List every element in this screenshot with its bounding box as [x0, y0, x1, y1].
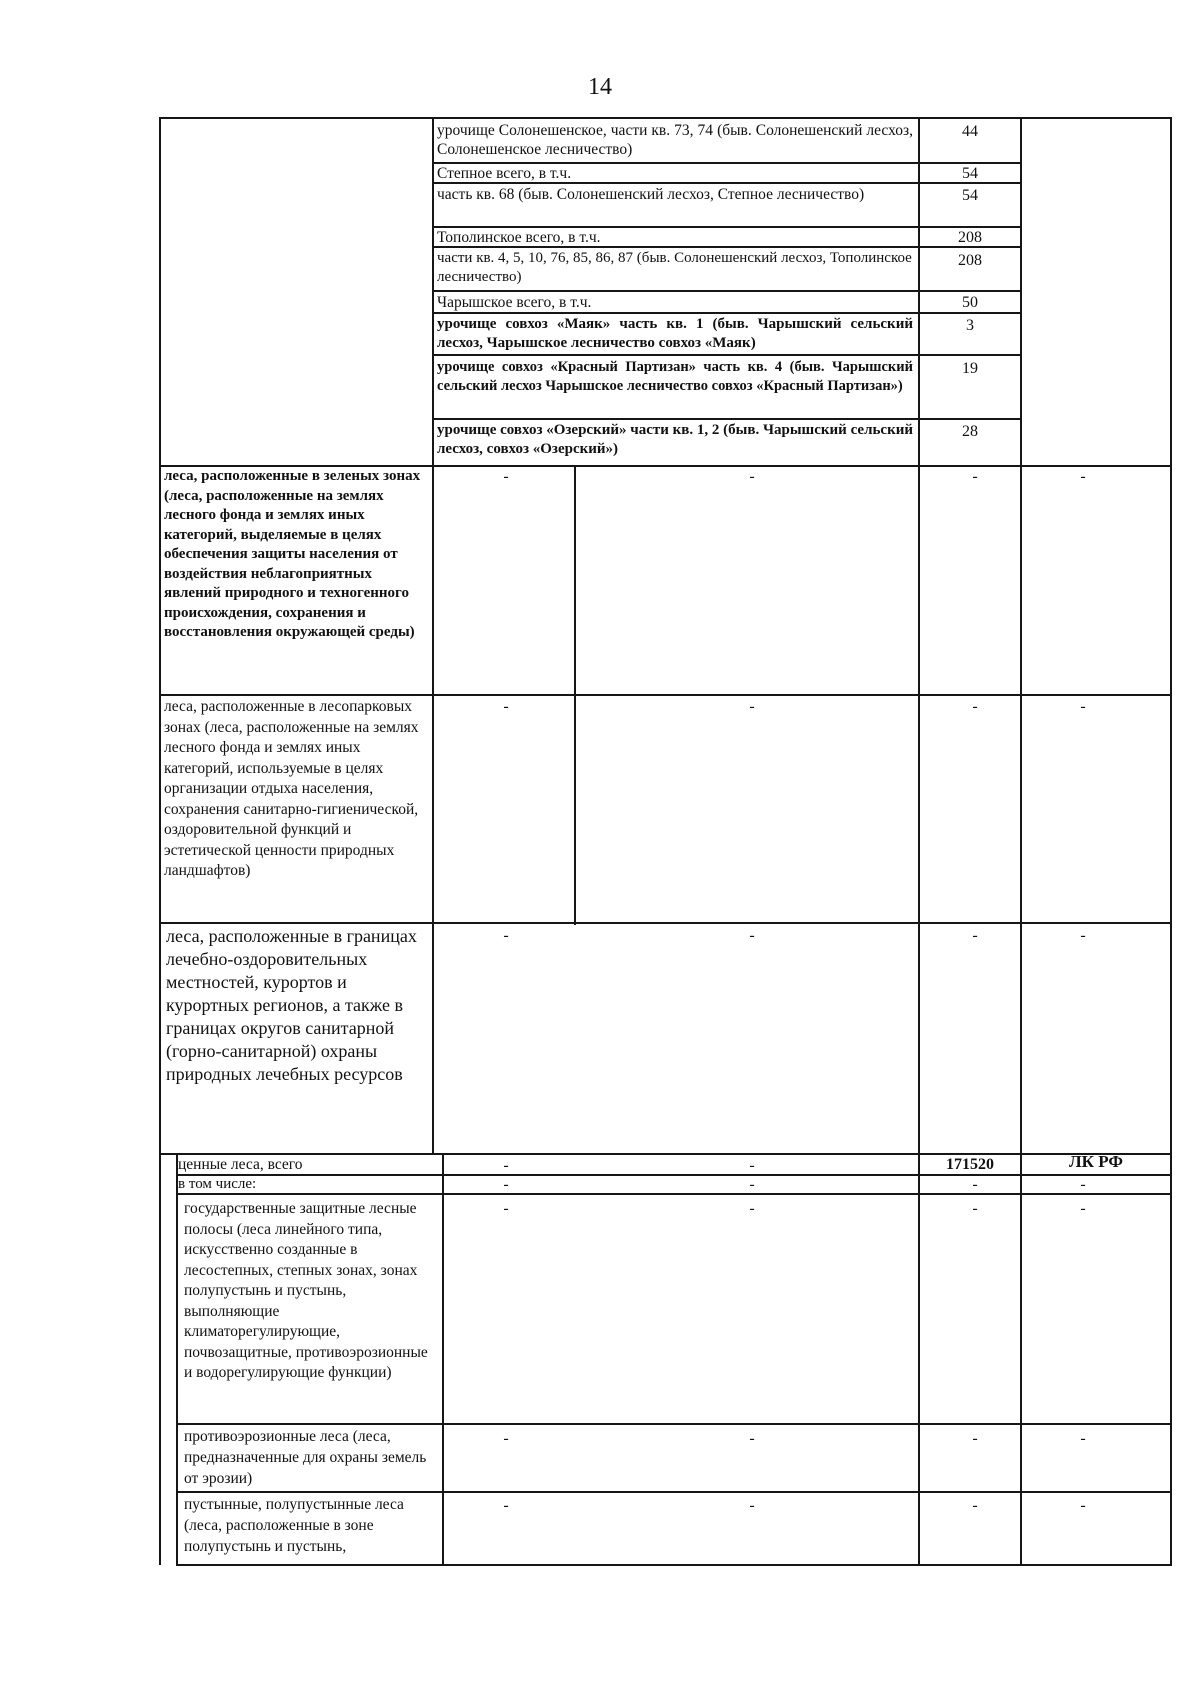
border-v-col2-right [918, 465, 920, 1565]
upper-row-text: урочище совхоз «Маяк» часть кв. 1 (быв. Чарышский сельский лесхоз, Чарышское лесничество совхоз «Маяк) [437, 316, 913, 351]
border-h-l6 [176, 1423, 1172, 1425]
upper-row-text: урочище совхоз «Озерский» части кв. 1, 2 (быв. Чарышский сельский лесхоз, совхоз «Озерский») [437, 422, 913, 457]
forest-row-c1: - [503, 1176, 509, 1193]
upper-row-text: Чарышское всего, в т.ч. [437, 294, 592, 311]
forest-row-c3: - [972, 1430, 978, 1447]
forest-row-c2: - [749, 468, 755, 485]
forest-row-label: ценные леса, всего [178, 1156, 303, 1173]
border-v-label-right-a [432, 465, 434, 1155]
forest-row-c4: - [1080, 1200, 1086, 1217]
forest-row-c1: - [503, 1497, 509, 1514]
upper-row-area: 208 [958, 252, 982, 269]
upper-row-text: урочище совхоз «Красный Партизан» часть кв. 4 (быв. Чарышский сельский лесхоз Чарышское лесничество совхоз «Красный Партизан») [437, 359, 913, 394]
forest-row-label: пустынные, полупустынные леса (леса, расположенные в зоне полупустынь и пустынь, [184, 1496, 404, 1555]
border-v-col3-right [1020, 465, 1022, 1565]
forest-row-c3: 171520 [946, 1156, 994, 1173]
border-v-upper-text-left [432, 117, 434, 467]
forest-row-c4: - [1080, 698, 1086, 715]
forest-row-c4: - [1080, 468, 1086, 485]
forest-row-c2: - [749, 1176, 755, 1193]
forest-row-c3: - [972, 1497, 978, 1514]
forest-row-c3: - [972, 1200, 978, 1217]
forest-row-label: леса, расположенные в лесопарковых зонах (леса, расположенные на землях лесного фонда и землях иных категорий, используемые в целях организации отдыха населения, сохранения санитарно-гигиенической, оздоровительной функций и эстетической ценности природных ландшафтов) [164, 698, 419, 879]
upper-row-area: 208 [958, 229, 982, 246]
forest-row-c4: - [1080, 1176, 1086, 1193]
forest-row-c3: - [972, 698, 978, 715]
forest-row-c2: - [749, 1200, 755, 1217]
border-v-inner-left [176, 1153, 178, 1565]
upper-row-area: 44 [962, 123, 978, 140]
forest-row-c4: - [1080, 1430, 1086, 1447]
upper-row-area: 19 [962, 360, 978, 377]
page-number: 14 [588, 74, 612, 100]
upper-row-text: часть кв. 68 (быв. Солонешенский лесхоз, Степное лесничество) [437, 186, 865, 203]
forest-row-c2: - [749, 927, 755, 944]
upper-row-area: 28 [962, 423, 978, 440]
upper-row-text: Степное всего, в т.ч. [437, 165, 572, 182]
forest-row-c2: - [749, 1157, 755, 1174]
upper-row-area: 54 [962, 187, 978, 204]
forest-row-c1: - [503, 468, 509, 485]
border-bottom [176, 1564, 1172, 1566]
upper-row-area: 54 [962, 165, 978, 182]
border-h-u5 [433, 290, 1021, 292]
border-right [1170, 117, 1172, 1565]
forest-row-c3: - [972, 1176, 978, 1193]
forest-row-c1: - [503, 1200, 509, 1217]
forest-row-c4: ЛК РФ [1069, 1152, 1123, 1171]
forest-row-c1: - [503, 1430, 509, 1447]
forest-row-c2: - [749, 1430, 755, 1447]
forest-row-c3: - [972, 927, 978, 944]
border-h-u7 [433, 354, 1021, 356]
forest-row-c1: - [503, 698, 509, 715]
border-h-l7 [176, 1491, 1172, 1493]
forest-row-c3: - [972, 468, 978, 485]
forest-row-c4: - [1080, 927, 1086, 944]
upper-row-text: урочище Солонешенское, части кв. 73, 74 (быв. Солонешенский лесхоз, Солонешенское лесничество) [437, 122, 913, 158]
forest-row-label: леса, расположенные в зеленых зонах (леса, расположенные на землях лесного фонда и землях иных категорий, выделяемые в целях обеспечения защиты населения от воздействия неблагоприятных явлений природного и техногенного происхождения, сохранения и восстановления окружающей среды) [164, 468, 421, 640]
forest-row-c2: - [749, 1497, 755, 1514]
upper-row-area: 3 [966, 317, 974, 334]
forest-row-c2: - [749, 698, 755, 715]
forest-row-label: государственные защитные лесные полосы (леса линейного типа, искусственно созданные в лесостепных, степных зонах, зонах полупустынь и пустынь, выполняющие климаторегулирующие, почвозащитные, противоэрозионные и водорегулирующие функции) [184, 1200, 428, 1381]
forest-row-c4: - [1080, 1497, 1086, 1514]
forest-row-label: противоэрозионные леса (леса, предназначенные для охраны земель от эрозии) [184, 1428, 427, 1487]
upper-row-area: 50 [962, 294, 978, 311]
upper-row-text: части кв. 4, 5, 10, 76, 85, 86, 87 (быв. Солонешенский лесхоз, Тополинское лесничество) [437, 250, 912, 285]
forest-row-label: в том числе: [178, 1176, 257, 1192]
forest-row-c1: - [503, 1157, 509, 1174]
border-v-label-right-b [442, 1153, 444, 1565]
border-h-u8 [433, 418, 1021, 420]
border-v-col1-right [574, 465, 576, 925]
forest-row-c1: - [503, 927, 509, 944]
border-left [159, 117, 161, 1565]
border-v-upper-area-right [1020, 117, 1022, 467]
forest-row-label: леса, расположенные в границах лечебно-оздоровительных местностей, курортов и курортных регионов, а также в границах округов санитарной (горно-санитарной) охраны природных лечебных ресурсов [166, 926, 417, 1084]
upper-row-text: Тополинское всего, в т.ч. [437, 229, 601, 246]
